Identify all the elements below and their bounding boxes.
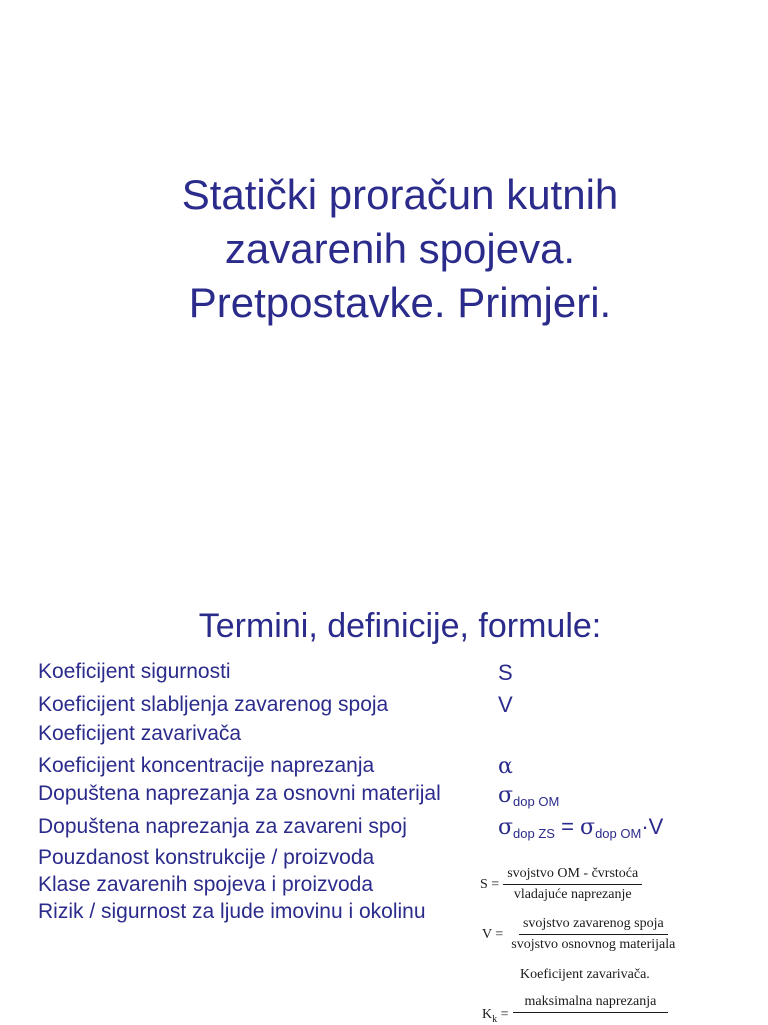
welder-coefficient-label: Koeficijent zavarivača. [520, 967, 650, 982]
section-subtitle: Termini, definicije, formule: [198, 607, 602, 645]
equals-sign: = [554, 814, 581, 839]
title-line-2: zavarenih spojeva. [224, 225, 576, 272]
kk-subscript: k [492, 1013, 498, 1025]
term-item: Koeficijent koncentracije naprezanja [38, 754, 375, 777]
term-item: Pouzdanost konstrukcije / proizvoda [38, 846, 375, 869]
sigma-subscript: dop ZS [513, 826, 555, 841]
title-line-3: Pretpostavke. Primjeri. [188, 279, 612, 326]
kk-symbol: K [482, 1007, 493, 1022]
fraction-denominator: svojstvo osnovnog materijala [511, 937, 676, 952]
symbol-weakening: V [498, 692, 513, 717]
formula-lhs: S = [480, 876, 500, 892]
formula-concentration [482, 994, 668, 1025]
term-item: Klase zavarenih spojeva i proizvoda [38, 873, 374, 896]
fraction-numerator: svojstvo zavarenog spoja [519, 916, 668, 935]
fraction-numerator: svojstvo OM - čvrstoća [503, 866, 642, 885]
symbol-safety: S [498, 660, 513, 685]
fraction [507, 916, 679, 953]
term-item: Koeficijent zavarivača [38, 722, 242, 745]
alpha-glyph: α [498, 754, 513, 779]
sigma-glyph: σ [580, 815, 596, 840]
slide-title [0, 168, 768, 330]
term-item: Dopuštena naprezanja za osnovni materijal [38, 782, 441, 805]
fraction-numerator: maksimalna naprezanja [513, 994, 669, 1013]
formula-lhs [482, 1007, 509, 1025]
fraction-denominator: vladajuće naprezanje [513, 887, 632, 902]
symbol-sigma-dop-om [498, 782, 559, 809]
fraction [503, 866, 642, 903]
term-item: Dopuštena naprezanja za zavareni spoj [38, 815, 407, 838]
formula-lhs: V = [482, 926, 504, 942]
symbol-sigma-dop-zs [498, 814, 663, 841]
fraction [513, 994, 669, 1013]
title-line-1: Statički proračun kutnih [181, 171, 619, 218]
formula-safety [480, 866, 642, 903]
sigma-glyph: σ [498, 815, 514, 840]
times-v: ·V [641, 814, 664, 839]
formula-weakening [482, 916, 679, 953]
sigma-subscript: dop OM [595, 826, 642, 841]
sigma-subscript: dop OM [513, 794, 560, 809]
symbol-alpha [498, 753, 513, 779]
term-item: Rizik / sigurnost za ljude imovinu i okolinu [38, 900, 426, 923]
kk-equals: = [497, 1007, 509, 1022]
term-item: Koeficijent sigurnosti [38, 660, 231, 683]
term-item: Koeficijent slabljenja zavarenog spoja [38, 693, 389, 716]
sigma-glyph: σ [498, 783, 514, 808]
